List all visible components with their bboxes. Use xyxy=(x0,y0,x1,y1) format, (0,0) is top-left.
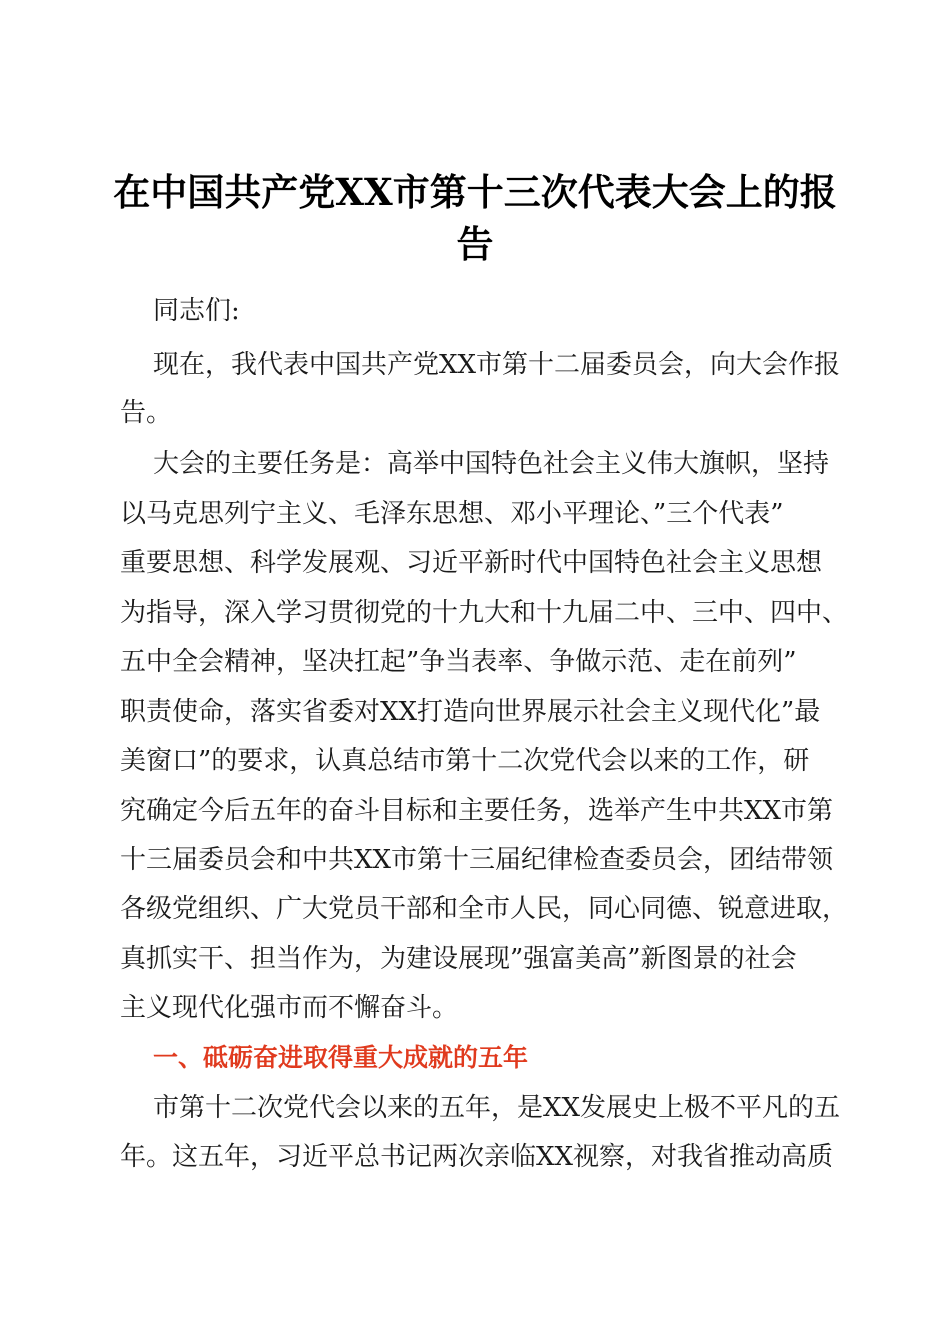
paragraph-2-line: 职责使命，落实省委对XX打造向世界展示社会主义现代化”最 xyxy=(120,697,821,727)
paragraph-1-line: 告。 xyxy=(120,398,173,428)
paragraph-2-line: 主义现代化强市而不懈奋斗。 xyxy=(120,993,459,1023)
document-title-line-1: 在中国共产党XX市第十三次代表大会上的报 xyxy=(113,170,837,214)
paragraph-2-line: 真抓实干、担当作为，为建设展现”强富美高”新图景的社会 xyxy=(120,944,797,974)
paragraph-2-line: 大会的主要任务是：高举中国特色社会主义伟大旗帜，坚持 xyxy=(153,449,830,479)
paragraph-1-line: 现在，我代表中国共产党XX市第十二届委员会，向大会作报 xyxy=(153,350,841,380)
paragraph-2-line: 重要思想、科学发展观、习近平新时代中国特色社会主义思想 xyxy=(120,548,823,578)
salutation: 同志们: xyxy=(153,296,240,326)
paragraph-2-line: 以马克思列宁主义、毛泽东思想、邓小平理论、”三个代表” xyxy=(120,499,784,529)
paragraph-2-line: 十三届委员会和中共XX市第十三届纪律检查委员会，团结带领 xyxy=(120,845,834,875)
paragraph-3-line: 市第十二次党代会以来的五年，是XX发展史上极不平凡的五 xyxy=(153,1093,841,1123)
paragraph-3-line: 年。这五年，习近平总书记两次亲临XX视察，对我省推动高质 xyxy=(120,1142,834,1172)
document-title-line-2: 告 xyxy=(456,222,494,266)
paragraph-2-line: 五中全会精神，坚决扛起”争当表率、争做示范、走在前列” xyxy=(120,647,797,677)
paragraph-2-line: 究确定今后五年的奋斗目标和主要任务，选举产生中共XX市第 xyxy=(120,796,834,826)
paragraph-2-line: 美窗口”的要求，认真总结市第十二次党代会以来的工作，研 xyxy=(120,746,810,776)
paragraph-2-line: 为指导，深入学习贯彻党的十九大和十九届二中、三中、四中、 xyxy=(120,598,849,628)
paragraph-2-line: 各级党组织、广大党员干部和全市人民，同心同德、锐意进取， xyxy=(120,894,849,924)
section-heading: 一、砥砺奋进取得重大成就的五年 xyxy=(153,1043,529,1072)
